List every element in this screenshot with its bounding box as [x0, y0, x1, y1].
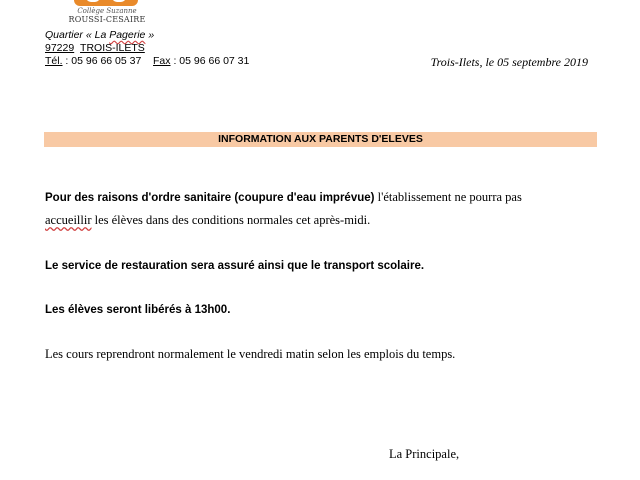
address-line1: Quartier « La Pagerie »: [45, 29, 155, 41]
paragraph-2: Le service de restauration sera assuré ainsi que le transport scolaire.: [45, 260, 425, 272]
paragraph-4: Les cours reprendront normalement le vendredi matin selon les emplois du temps.: [45, 347, 456, 361]
tel-value: : 05 96 66 05 37: [62, 55, 145, 67]
letter-date: Trois-Ilets, le 05 septembre 2019: [430, 55, 588, 69]
fax-label: Fax: [153, 55, 171, 67]
logo-line1: Collège Suzanne: [77, 7, 137, 15]
paragraph-1-line1: Pour des raisons d'ordre sanitaire (coupure d'eau imprévue) l'établissement ne pourra pas: [45, 190, 522, 204]
postal-code: 97229: [45, 42, 75, 54]
paragraph-1-line2: accueillir les élèves dans des conditions normales cet après-midi.: [45, 213, 371, 227]
title-banner: INFORMATION AUX PARENTS D'ELEVES: [44, 132, 597, 147]
city: TROIS-ILETS: [80, 42, 145, 54]
address-line2: [45, 42, 145, 54]
place-name: Pagerie: [109, 29, 146, 41]
school-logo: [52, 0, 162, 28]
tel-label: Tél.: [45, 55, 63, 67]
paragraph-1-bold: Pour des raisons d'ordre sanitaire (coupure d'eau imprévue): [45, 192, 375, 204]
paragraph-3: Les élèves seront libérés à 13h00.: [45, 304, 231, 316]
signature-line: La Principale,: [389, 447, 460, 461]
contact-line: [45, 55, 249, 67]
fax-value: : 05 96 66 07 31: [170, 55, 250, 67]
logo-mark-icon: [74, 0, 138, 6]
logo-line2: ROUSSI-CESAIRE: [68, 15, 146, 24]
misspelled-word: accueillir: [45, 213, 92, 227]
